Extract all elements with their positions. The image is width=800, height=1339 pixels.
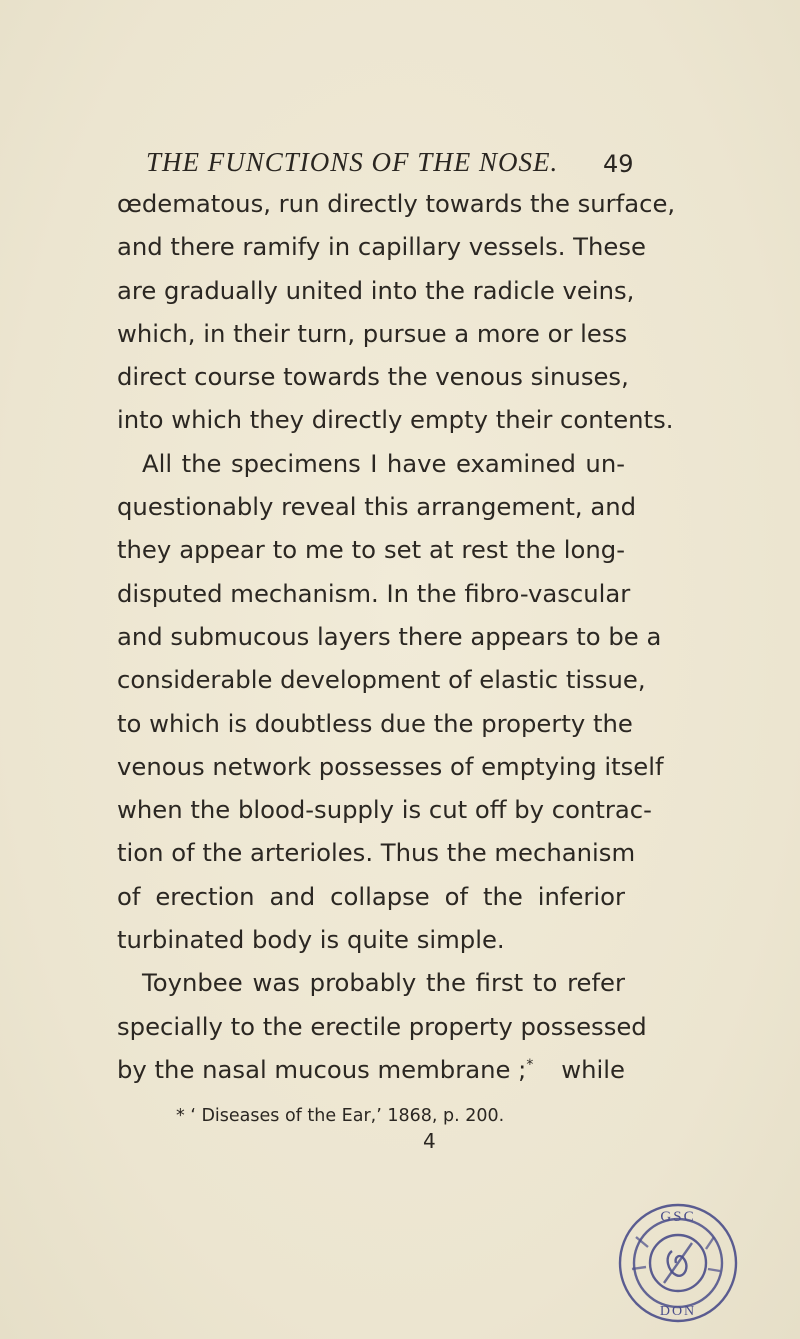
text-line: which, in their turn, pursue a more or less bbox=[117, 318, 628, 348]
text-line: and there ramify in capillary vessels. These bbox=[117, 232, 646, 262]
text-line-tail: while bbox=[561, 1054, 625, 1084]
text-line: turbinated body is quite simple. bbox=[117, 925, 505, 955]
text-line: tion of the arterioles. Thus the mechanism bbox=[117, 838, 636, 868]
text-line: direct course towards the venous sinuses, bbox=[117, 362, 629, 392]
stamp-top-text: GSC bbox=[660, 1209, 696, 1225]
text-line: are gradually united into the radicle veins, bbox=[117, 275, 635, 305]
text-line-final bbox=[117, 1048, 625, 1091]
text-line: specially to the erectile property possessed bbox=[117, 1011, 647, 1041]
signature-mark: 4 bbox=[423, 1129, 436, 1153]
text-line: to which is doubtless due the property the bbox=[117, 708, 633, 738]
text-line: of erection and collapse of the inferior bbox=[117, 881, 625, 911]
body-text bbox=[117, 182, 676, 1091]
text-line: and submucous layers there appears to be a bbox=[117, 621, 662, 651]
page-number: 49 bbox=[603, 150, 634, 178]
text-line: when the blood-supply is cut off by contrac- bbox=[117, 795, 652, 825]
text-fragment: by the nasal mucous membrane ; bbox=[117, 1054, 527, 1084]
text-line: questionably reveal this arrangement, and bbox=[117, 492, 637, 522]
text-line: Toynbee was probably the first to refer bbox=[142, 968, 625, 998]
text-line-lead bbox=[117, 1048, 533, 1091]
text-line: œdematous, run directly towards the surface, bbox=[117, 189, 676, 218]
text-line: disputed mechanism. In the fibro-vascular bbox=[117, 578, 631, 608]
text-line: into which they directly empty their contents. bbox=[117, 405, 674, 435]
footnote-reference: * bbox=[526, 1056, 534, 1073]
library-stamp-icon bbox=[614, 1197, 742, 1327]
stamp-bottom-text: DON bbox=[659, 1304, 697, 1319]
text-line: venous network possesses of emptying itself bbox=[117, 751, 664, 781]
text-line: they appear to me to set at rest the long- bbox=[117, 535, 625, 565]
text-line: considerable development of elastic tissue, bbox=[117, 665, 646, 695]
text-line: All the specimens I have examined un- bbox=[142, 448, 625, 478]
footnote: * ‘ Diseases of the Ear,’ 1868, p. 200. bbox=[176, 1106, 505, 1126]
running-title: THE FUNCTIONS OF THE NOSE. bbox=[146, 147, 559, 177]
